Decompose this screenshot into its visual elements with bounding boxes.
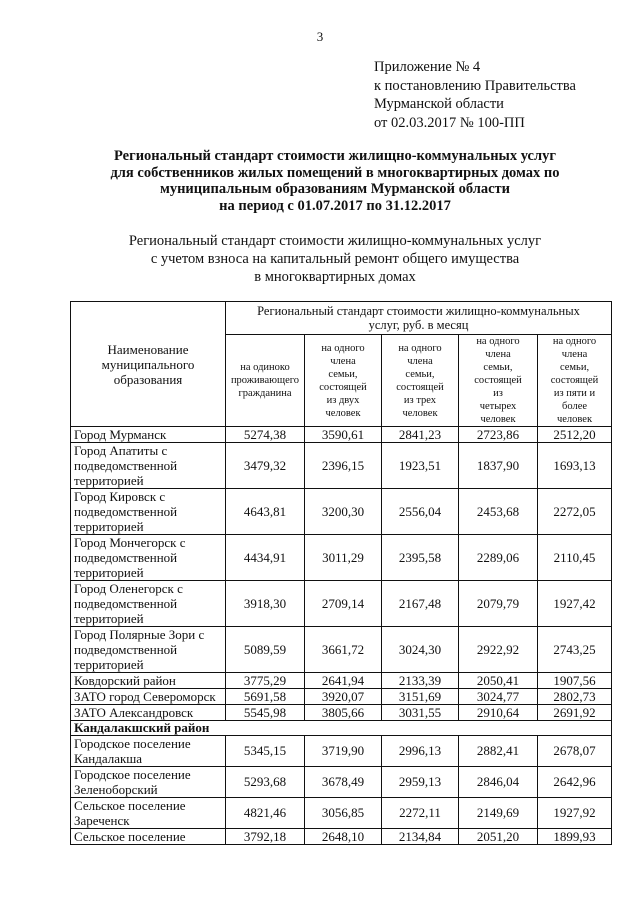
header-line: на одного [398, 342, 442, 354]
value-cell: 3056,85 [305, 798, 382, 829]
appendix-block [374, 58, 576, 132]
name-line: территорией [74, 565, 144, 580]
value-cell: 2648,10 [305, 829, 382, 845]
municipality-name [71, 443, 226, 489]
header-line: муниципального [101, 356, 195, 372]
header-line: человек [402, 407, 438, 419]
value-cell: 3792,18 [226, 829, 305, 845]
value-cell: 2723,86 [459, 427, 538, 443]
value-cell: 2743,25 [538, 627, 612, 673]
header-line: семьи, [328, 368, 358, 380]
table-row [71, 673, 612, 689]
value-cell: 3151,69 [382, 689, 459, 705]
header-line: гражданина [238, 388, 292, 399]
value-cell: 2846,04 [459, 767, 538, 798]
name-line: Город Апатиты с [74, 443, 168, 458]
name-line: подведомственной [74, 550, 178, 565]
value-cell: 2641,94 [305, 673, 382, 689]
header-line: состоящей [474, 375, 522, 386]
value-cell: 3200,30 [305, 489, 382, 535]
table-row [71, 721, 612, 736]
table-row [71, 627, 612, 673]
table-row [71, 581, 612, 627]
header-line: проживающего [230, 375, 300, 386]
table-row [71, 443, 612, 489]
table-subtitle [60, 232, 610, 286]
header-line: услуг, руб. в месяц [368, 318, 469, 332]
municipality-name [71, 736, 226, 767]
value-cell: 1837,90 [459, 443, 538, 489]
subtitle-line: в многоквартирных домах [254, 269, 416, 285]
header-line: состоящей [550, 375, 599, 386]
value-cell: 3011,29 [305, 535, 382, 581]
value-cell: 3918,30 [226, 581, 305, 627]
name-line: Ковдорский район [74, 673, 176, 688]
value-cell: 1923,51 [382, 443, 459, 489]
header-line: из пяти и [553, 388, 596, 399]
value-cell: 5345,15 [226, 736, 305, 767]
five-plus-header [538, 335, 612, 427]
name-line: Город Кировск с [74, 489, 166, 504]
value-cell: 3920,07 [305, 689, 382, 705]
value-cell: 2922,92 [459, 627, 538, 673]
value-cell: 3479,32 [226, 443, 305, 489]
value-cell: 1907,56 [538, 673, 612, 689]
value-cell: 5274,38 [226, 427, 305, 443]
name-line: Сельское поселение [74, 829, 186, 844]
document-title [60, 148, 610, 214]
header-line: из двух [326, 394, 360, 406]
municipality-name [71, 581, 226, 627]
value-cell: 1927,42 [538, 581, 612, 627]
value-cell: 3031,55 [382, 705, 459, 721]
value-cell: 2512,20 [538, 427, 612, 443]
name-line: территорией [74, 473, 144, 488]
appendix-line: Приложение № 4 [374, 59, 481, 75]
name-line: Городское поселение [74, 767, 191, 782]
value-cell: 3719,90 [305, 736, 382, 767]
value-cell: 2841,23 [382, 427, 459, 443]
municipality-name [71, 627, 226, 673]
title-line: Региональный стандарт стоимости жилищно-коммунальных услуг [114, 148, 556, 164]
header-line: члена [330, 355, 356, 367]
value-cell: 2289,06 [459, 535, 538, 581]
name-line: Город Полярные Зори с [74, 627, 205, 642]
value-cell: 2642,96 [538, 767, 612, 798]
value-cell: 2272,11 [382, 798, 459, 829]
header-line: Наименование [107, 341, 189, 357]
value-cell: 2910,64 [459, 705, 538, 721]
table-row [71, 705, 612, 721]
header-line: члена [485, 349, 511, 360]
appendix-line: Мурманской области [374, 96, 504, 112]
name-line: подведомственной [74, 596, 178, 611]
value-cell: 2396,15 [305, 443, 382, 489]
value-cell: 1927,92 [538, 798, 612, 829]
appendix-line: от 02.03.2017 № 100-ПП [374, 114, 525, 131]
header-line: человек [325, 407, 361, 419]
value-cell: 2678,07 [538, 736, 612, 767]
value-cell: 1693,13 [538, 443, 612, 489]
header-line: состоящей [396, 381, 444, 393]
value-cell: 2149,69 [459, 798, 538, 829]
municipality-name [71, 798, 226, 829]
value-cell: 2959,13 [382, 767, 459, 798]
value-cell: 2110,45 [538, 535, 612, 581]
header-line: члена [407, 355, 433, 367]
municipality-name [71, 689, 226, 705]
value-cell: 3775,29 [226, 673, 305, 689]
name-line: Зареченск [74, 813, 130, 828]
municipality-name [71, 535, 226, 581]
subtitle-line: Региональный стандарт стоимости жилищно-коммунальных услуг [128, 233, 542, 249]
table-row [71, 489, 612, 535]
header-line: на одиноко [240, 362, 290, 373]
name-line: Город Мончегорск с [74, 535, 186, 550]
table-row [71, 427, 612, 443]
table-row [71, 535, 612, 581]
header-line: на одного [321, 342, 365, 354]
value-cell: 5293,68 [226, 767, 305, 798]
value-cell: 2691,92 [538, 705, 612, 721]
value-cell: 2167,48 [382, 581, 459, 627]
municipality-name [71, 705, 226, 721]
table-row [71, 689, 612, 705]
value-cell: 3678,49 [305, 767, 382, 798]
table-row [71, 798, 612, 829]
municipality-name [71, 767, 226, 798]
header-line: человек [480, 414, 516, 425]
header-line: образования [113, 371, 183, 387]
header-line: более [562, 401, 588, 412]
table-row [71, 829, 612, 845]
three-person-header [382, 335, 459, 427]
header-line: семьи, [559, 362, 590, 373]
title-line: на период с 01.07.2017 по 31.12.2017 [219, 197, 451, 214]
municipality-name [71, 489, 226, 535]
value-cell: 2996,13 [382, 736, 459, 767]
value-cell: 3024,30 [382, 627, 459, 673]
value-cell: 1899,93 [538, 829, 612, 845]
table-row [71, 736, 612, 767]
value-cell: 3590,61 [305, 427, 382, 443]
name-line: Зеленоборский [74, 782, 158, 797]
two-person-header [305, 335, 382, 427]
header-line: члена [561, 349, 588, 360]
value-cell: 2882,41 [459, 736, 538, 767]
appendix-line: к постановлению Правительства [374, 77, 576, 94]
value-cell: 2556,04 [382, 489, 459, 535]
name-line: подведомственной [74, 642, 178, 657]
header-line: Региональный стандарт стоимости жилищно-коммунальных [257, 304, 580, 318]
standard-group-header [226, 302, 612, 335]
name-line: ЗАТО Александровск [74, 705, 194, 720]
value-cell: 2709,14 [305, 581, 382, 627]
value-cell: 3024,77 [459, 689, 538, 705]
header-line: из [493, 388, 503, 399]
subtitle-line: с учетом взноса на капитальный ремонт общего имущества [150, 251, 520, 267]
table-row [71, 767, 612, 798]
header-line: четырех [479, 401, 517, 412]
value-cell: 2134,84 [382, 829, 459, 845]
value-cell: 5089,59 [226, 627, 305, 673]
value-cell: 3805,66 [305, 705, 382, 721]
header-line: на одного [476, 336, 520, 347]
municipality-name [71, 829, 226, 845]
value-cell: 4643,81 [226, 489, 305, 535]
value-cell: 5691,58 [226, 689, 305, 705]
page-number: 3 [316, 29, 324, 44]
value-cell: 3661,72 [305, 627, 382, 673]
header-line: человек [556, 414, 593, 425]
municipality-name [71, 427, 226, 443]
value-cell: 2453,68 [459, 489, 538, 535]
value-cell: 2272,05 [538, 489, 612, 535]
name-line: ЗАТО город Североморск [74, 689, 216, 704]
name-line: Город Мурманск [74, 427, 167, 442]
name-line: Кандалакша [74, 751, 143, 766]
value-cell: 4821,46 [226, 798, 305, 829]
value-cell: 2079,79 [459, 581, 538, 627]
value-cell: 4434,91 [226, 535, 305, 581]
cost-standard-table [70, 301, 612, 845]
name-line: Городское поселение [74, 736, 191, 751]
value-cell: 2051,20 [459, 829, 538, 845]
value-cell: 2050,41 [459, 673, 538, 689]
header-line: на одного [552, 336, 597, 347]
name-line: Город Оленегорск с [74, 581, 183, 596]
name-line: территорией [74, 611, 144, 626]
single-resident-header [226, 335, 305, 427]
value-cell: 5545,98 [226, 705, 305, 721]
four-person-header [459, 335, 538, 427]
title-line: для собственников жилых помещений в многоквартирных домах по [110, 164, 560, 181]
value-cell: 2802,73 [538, 689, 612, 705]
value-cell: 2395,58 [382, 535, 459, 581]
name-line: подведомственной [74, 504, 178, 519]
header-line: семьи, [405, 368, 435, 380]
section-header: Кандалакшский район [71, 721, 612, 736]
name-line: территорией [74, 519, 144, 534]
title-line: муниципальным образованиям Мурманской области [159, 181, 511, 197]
name-line: подведомственной [74, 458, 178, 473]
name-line: территорией [74, 657, 144, 672]
header-line: семьи, [483, 362, 513, 373]
header-line: состоящей [319, 381, 367, 393]
name-line: Сельское поселение [74, 798, 186, 813]
municipality-header [71, 302, 226, 427]
value-cell: 2133,39 [382, 673, 459, 689]
header-line: из трех [403, 394, 437, 406]
municipality-name [71, 673, 226, 689]
